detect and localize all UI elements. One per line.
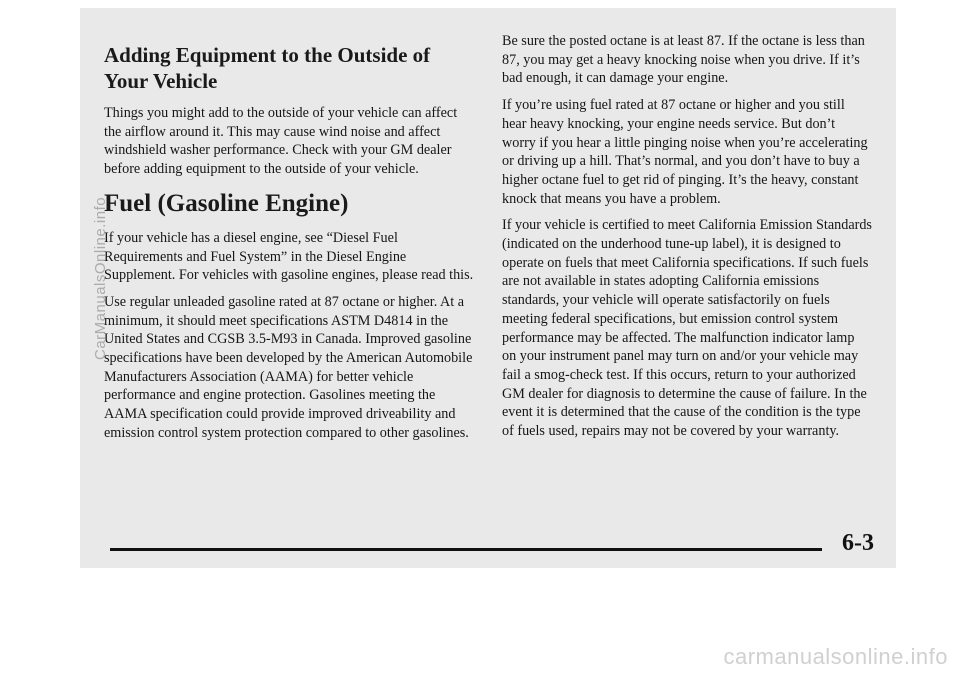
footer-rule xyxy=(110,548,822,551)
right-column xyxy=(502,32,872,449)
side-watermark: CarManualsOnline.info xyxy=(92,196,109,360)
paragraph-equipment: Things you might add to the outside of your vehicle can affect the airflow around it. This may cause wind noise and affect windshield washer performance. Check with your GM dealer before adding equipment to the outside of your vehicle. xyxy=(104,105,458,178)
paragraph-california: If your vehicle is certified to meet California Emission Standards (indicated on the underhood tune-up label), it is designed to operate on fuels that meet California specifications. If such fuels are not available in states adopting California emissions standards, your vehicle will operate satisfactorily on fuels meeting federal specifications, but emission control system performance may be affected. The malfunction indicator lamp on your instrument panel may turn on and/or your vehicle may fail a smog-check test. If this occurs, return to your authorized GM dealer for diagnosis to determine the cause of failure. In the event it is determined that the cause of the condition is the type of fuels used, repairs may not be covered by your warranty. xyxy=(502,217,872,440)
paragraph-knocking: If you’re using fuel rated at 87 octane or higher and you still hear heavy knocking, your engine needs service. But don’t worry if you hear a little pinging noise when you’re accelerating or driving up a hill. That’s normal, and you don’t have to buy a higher octane fuel to get rid of pinging. It’s the heavy, constant knock that means you have a problem. xyxy=(502,97,868,207)
left-column xyxy=(104,16,474,451)
page-number: 6-3 xyxy=(842,530,874,556)
paragraph-diesel: If your vehicle has a diesel engine, see “Diesel Fuel Requirements and Fuel System” in the Diesel Engine Supplement. For vehicles with gasoline engines, please read this. xyxy=(104,229,474,284)
footer-watermark: carmanualsonline.info xyxy=(723,644,948,669)
heading-adding-equipment: Adding Equipment to the Outside of Your Vehicle xyxy=(104,43,431,93)
paragraph-unleaded: Use regular unleaded gasoline rated at 87 octane or higher. At a minimum, it should meet specifications ASTM D4814 in the United States and CGSB 3.5-M93 in Canada. Improved gasoline specifications have been developed by the American Automobile Manufacturers Association (AAMA) for better vehicle performance and engine protection. Gasolines meeting the AAMA specification could provide improved driveability and emission control system protection compared to other gasolines. xyxy=(104,293,473,441)
heading-fuel: Fuel (Gasoline Engine) xyxy=(104,189,349,217)
manual-page xyxy=(80,8,896,568)
paragraph-octane: Be sure the posted octane is at least 87. If the octane is less than 87, you may get a heavy knocking noise when you drive. If it’s bad enough, it can damage your engine. xyxy=(502,33,865,87)
